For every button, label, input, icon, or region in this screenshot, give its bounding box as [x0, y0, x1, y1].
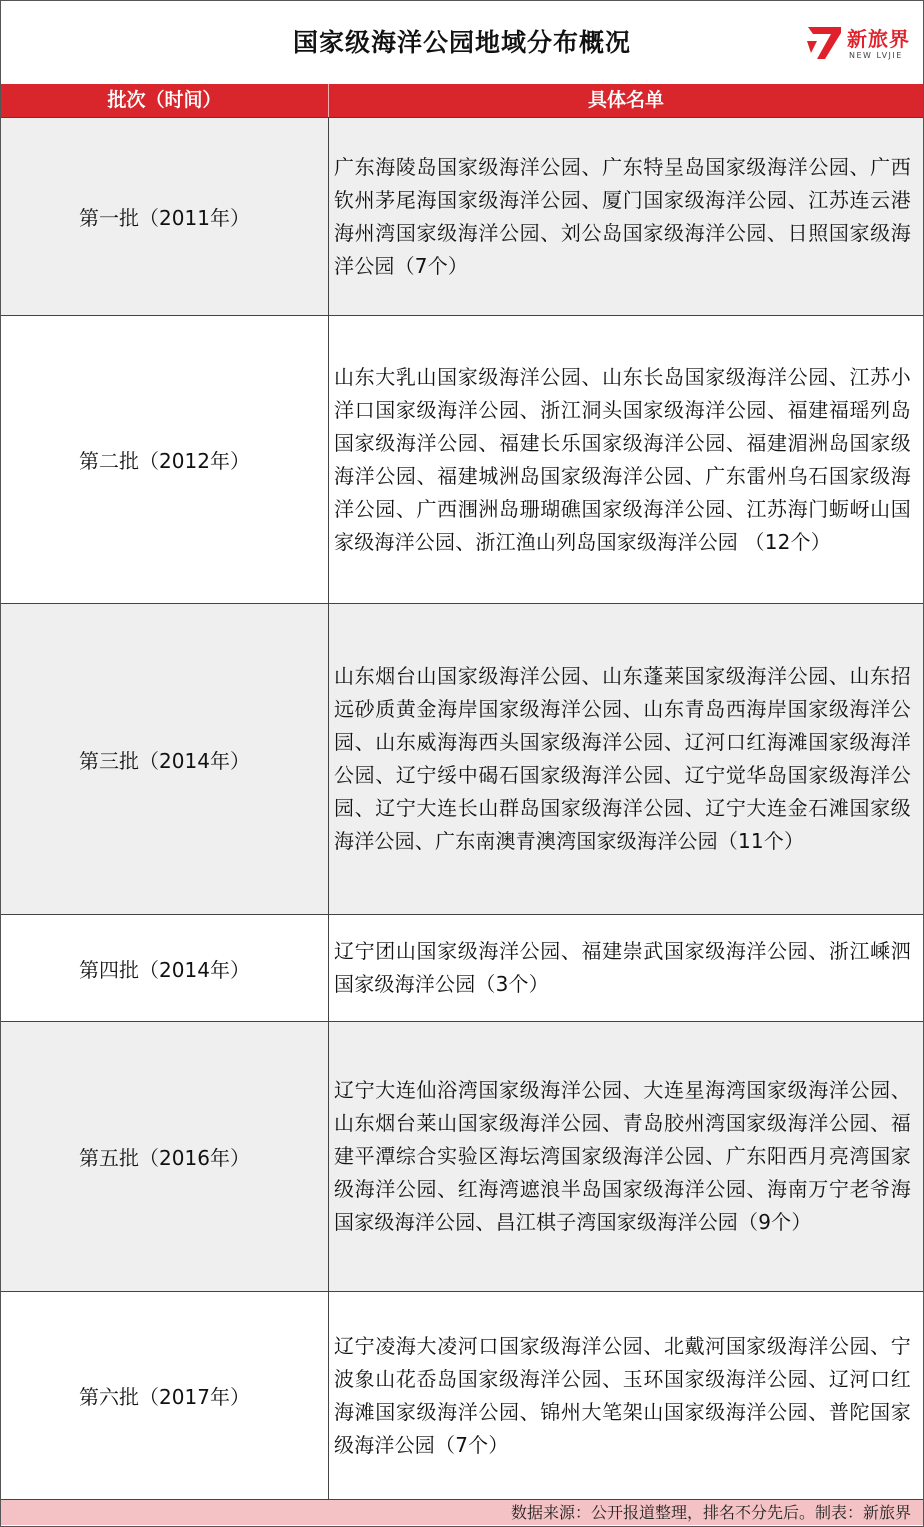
- list-cell: 辽宁团山国家级海洋公园、福建崇武国家级海洋公园、浙江嵊泗国家级海洋公园（3个）: [334, 939, 911, 996]
- column-divider: [328, 604, 329, 914]
- table-row: [1, 315, 923, 603]
- list-cell: 广东海陵岛国家级海洋公园、广东特呈岛国家级海洋公园、广西钦州茅尾海国家级海洋公园、厦门国家级海洋公园、江苏连云港海州湾国家级海洋公园、刘公岛国家级海洋公园、日照国家级海洋公园（7个）: [334, 154, 911, 278]
- list-cell: 山东大乳山国家级海洋公园、山东长岛国家级海洋公园、江苏小洋口国家级海洋公园、浙江洞头国家级海洋公园、福建福瑶列岛国家级海洋公园、福建长乐国家级海洋公园、福建湄洲岛国家级海洋公园、福建城洲岛国家级海洋公园、广东雷州乌石国家级海洋公园、广西涠洲岛珊瑚礁国家级海洋公园、江苏海门蛎岈山国家级海洋公园、浙江渔山列岛国家级海洋公园 （12个）: [334, 364, 911, 554]
- batch-cell: 第一批（2011年）: [79, 206, 250, 230]
- brand-7-mark-icon: [805, 21, 845, 61]
- batch-cell: 第五批（2016年）: [79, 1146, 250, 1170]
- column-divider: [328, 316, 329, 603]
- column-divider: [328, 118, 329, 315]
- list-cell: 山东烟台山国家级海洋公园、山东蓬莱国家级海洋公园、山东招远砂质黄金海岸国家级海洋公园、山东青岛西海岸国家级海洋公园、山东威海海西头国家级海洋公园、辽河口红海滩国家级海洋公园、辽宁绥中碣石国家级海洋公园、辽宁觉华岛国家级海洋公园、辽宁大连长山群岛国家级海洋公园、辽宁大连金石滩国家级海洋公园、广东南澳青澳湾国家级海洋公园（11个）: [334, 664, 911, 853]
- column-divider: [328, 1022, 329, 1291]
- table-row: [1, 914, 923, 1021]
- column-divider: [328, 1292, 329, 1499]
- column-divider: [328, 915, 329, 1021]
- page-title: 国家级海洋公园地域分布概况: [292, 28, 631, 57]
- table-header-row: [1, 84, 923, 117]
- brand-name-en: NEW LVJIE: [849, 51, 903, 60]
- table-row: [1, 1291, 923, 1499]
- list-cell: 辽宁凌海大凌河口国家级海洋公园、北戴河国家级海洋公园、宁波象山花岙岛国家级海洋公园、玉环国家级海洋公园、辽河口红海滩国家级海洋公园、锦州大笔架山国家级海洋公园、普陀国家级海洋公园（7个）: [334, 1333, 911, 1457]
- batch-cell: 第三批（2014年）: [79, 748, 250, 773]
- batch-cell: 第二批（2012年）: [79, 449, 250, 473]
- title-bar: [1, 1, 923, 84]
- brand-name-cn: 新旅界: [847, 27, 910, 51]
- table-row: [1, 117, 923, 315]
- table-row: [1, 1021, 923, 1291]
- list-cell: 辽宁大连仙浴湾国家级海洋公园、大连星海湾国家级海洋公园、山东烟台莱山国家级海洋公园、青岛胶州湾国家级海洋公园、福建平潭综合实验区海坛湾国家级海洋公园、广东阳西月亮湾国家级海洋公园、红海湾遮浪半岛国家级海洋公园、海南万宁老爷海国家级海洋公园、昌江棋子湾国家级海洋公园（9个）: [334, 1078, 911, 1234]
- table-row: [1, 603, 923, 914]
- batch-cell: 第六批（2017年）: [79, 1385, 250, 1409]
- brand-logo: [805, 19, 917, 69]
- header-batch: 批次（时间）: [107, 89, 222, 111]
- batch-cell: 第四批（2014年）: [79, 957, 250, 982]
- source-footnote: 数据来源：公开报道整理，排名不分先后。制表：新旅界: [1, 1499, 923, 1525]
- header-list: 具体名单: [587, 89, 664, 111]
